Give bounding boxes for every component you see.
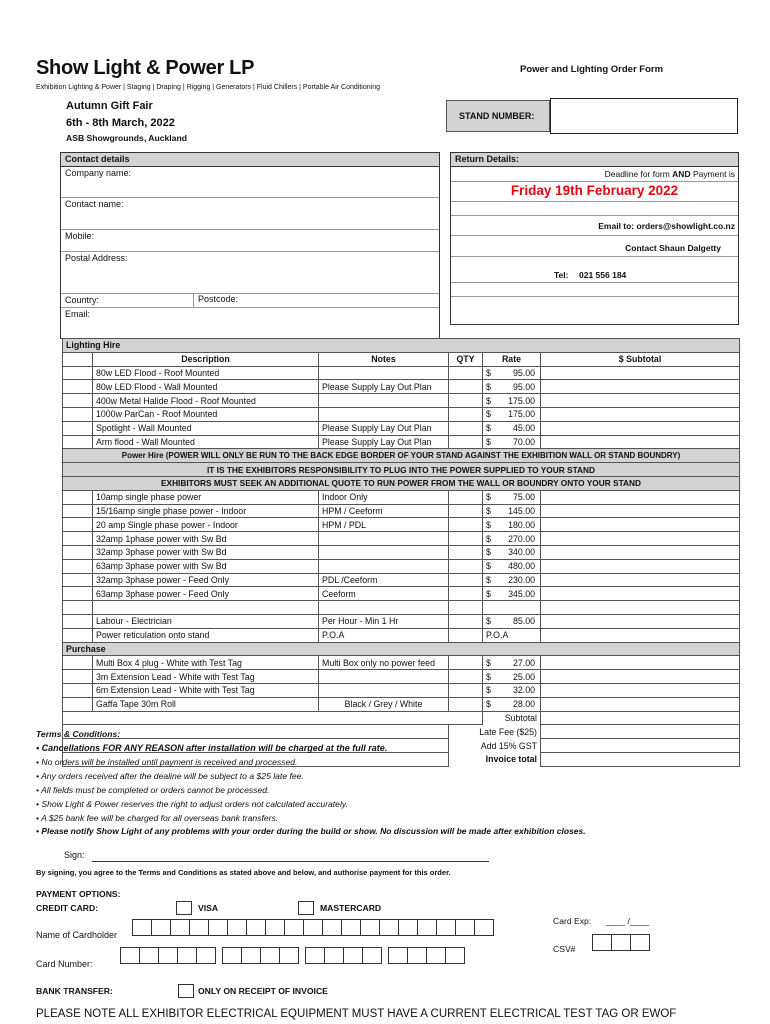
subtotal-input[interactable] [541, 559, 740, 573]
table-row [63, 435, 740, 449]
visa-checkbox[interactable] [176, 901, 192, 915]
item-description: 15/16amp single phase power - Indoor [93, 504, 319, 518]
table-row [63, 380, 740, 394]
signature-line[interactable] [92, 861, 489, 862]
item-notes: HPM / PDL [319, 518, 449, 532]
subtotal-input[interactable] [541, 394, 740, 408]
bank-transfer-note: ONLY ON RECEIPT OF INVOICE [198, 986, 328, 996]
subtotal-input[interactable] [541, 380, 740, 394]
item-rate: $ 270.00 [483, 532, 541, 546]
purchase-header: Purchase [63, 642, 740, 656]
mobile-field[interactable] [61, 230, 439, 252]
contact-details-header: Contact details [61, 153, 439, 167]
subtotal-input[interactable] [541, 504, 740, 518]
email-label: Email: [65, 309, 91, 319]
item-rate: P.O.A [483, 628, 541, 642]
item-description: 10amp single phase power [93, 490, 319, 504]
qty-input[interactable] [449, 394, 483, 408]
subtotal-input[interactable] [541, 490, 740, 504]
mastercard-checkbox[interactable] [298, 901, 314, 915]
table-row [63, 532, 740, 546]
item-description: Gaffa Tape 30m Roll [93, 697, 319, 711]
item-notes: Multi Box only no power feed [319, 656, 449, 670]
item-notes: Please Supply Lay Out Plan [319, 435, 449, 449]
return-details-box: Return Details: Deadline for form AND Payment is Friday 19th February 2022 Email to: orders@showlight.co.nz Contact Shaun Dalgetty Tel: 021 556 184 [450, 152, 739, 325]
col-description: Description [93, 352, 319, 366]
invoice-total-input[interactable] [541, 752, 740, 766]
item-rate: $ 175.00 [483, 407, 541, 421]
item-notes [319, 532, 449, 546]
qty-input[interactable] [449, 628, 483, 642]
item-description: Arm flood - Wall Mounted [93, 435, 319, 449]
late-fee-input[interactable] [541, 725, 740, 739]
contact-details-box [60, 152, 440, 339]
subtotal-total-input[interactable] [541, 711, 740, 725]
item-notes [319, 545, 449, 559]
col-qty: QTY [449, 352, 483, 366]
table-row [63, 394, 740, 408]
item-description: 400w Metal Halide Flood - Roof Mounted [93, 394, 319, 408]
late-fee-label: Late Fee ($25) [479, 726, 537, 737]
qty-input[interactable] [449, 683, 483, 697]
subtotal-input[interactable] [541, 366, 740, 380]
qty-input[interactable] [449, 504, 483, 518]
table-row [63, 656, 740, 670]
form-title: Power and Lighting Order Form [520, 64, 664, 75]
postal-address-label: Postal Address: [65, 253, 128, 263]
table-row [63, 573, 740, 587]
company-name-field[interactable] [61, 167, 439, 198]
table-row [63, 670, 740, 684]
stand-number-label: STAND NUMBER: [446, 100, 550, 132]
gst-input[interactable] [541, 739, 740, 753]
contact-person: Contact Shaun Dalgetty [625, 243, 721, 253]
subtotal-input[interactable] [541, 573, 740, 587]
qty-input[interactable] [449, 421, 483, 435]
item-notes [319, 366, 449, 380]
item-rate: $ 85.00 [483, 614, 541, 628]
gst-label: Add 15% GST [480, 740, 537, 751]
qty-input[interactable] [449, 380, 483, 394]
cardholder-label: Name of Cardholder [36, 930, 118, 940]
card-number-input[interactable] [120, 947, 464, 964]
item-description: 80w LED Flood - Wall Mounted [93, 380, 319, 394]
subtotal-input[interactable] [541, 670, 740, 684]
item-description: 32amp 3phase power with Sw Bd [93, 545, 319, 559]
invoice-total-label: Invoice total [485, 754, 537, 765]
item-description: 63amp 3phase power with Sw Bd [93, 559, 319, 573]
item-rate: $ 230.00 [483, 573, 541, 587]
col-subtotal: $ Subtotal [541, 352, 740, 366]
card-exp-label: Card Exp: [553, 916, 592, 926]
item-description: 32amp 1phase power with Sw Bd [93, 532, 319, 546]
power-notice-1: Power Hire (POWER WILL ONLY BE RUN TO THE BACK EDGE BORDER OF YOUR STAND AGAINST THE EXHIBITION WALL OR STAND BOUNDRY) [63, 449, 740, 463]
subtotal-input[interactable] [541, 587, 740, 601]
item-notes: Indoor Only [319, 490, 449, 504]
qty-input[interactable] [449, 614, 483, 628]
qty-input[interactable] [449, 545, 483, 559]
table-row [63, 490, 740, 504]
item-notes: Ceeform [319, 587, 449, 601]
item-notes: PDL /Ceeform [319, 573, 449, 587]
item-description: 63amp 3phase power - Feed Only [93, 587, 319, 601]
item-notes [319, 407, 449, 421]
item-notes: Please Supply Lay Out Plan [319, 421, 449, 435]
cardholder-input[interactable] [132, 919, 493, 936]
subtotal-input[interactable] [541, 435, 740, 449]
item-description: 32amp 3phase power - Feed Only [93, 573, 319, 587]
mobile-label: Mobile: [65, 231, 95, 241]
qty-input[interactable] [449, 559, 483, 573]
item-rate: $ 27.00 [483, 656, 541, 670]
credit-card-label: CREDIT CARD: [36, 903, 99, 913]
terms-item: • Show Light & Power reserves the right to adjust orders not calculated accurately. [36, 799, 348, 809]
item-notes: P.O.A [319, 628, 449, 642]
item-rate: $ 28.00 [483, 697, 541, 711]
visa-label: VISA [198, 903, 219, 913]
company-name: Show Light & Power LP [36, 57, 255, 79]
subtotal-input[interactable] [541, 614, 740, 628]
postcode-label[interactable]: Postcode: [193, 293, 238, 308]
subtotal-input[interactable] [541, 656, 740, 670]
email-field[interactable] [61, 308, 439, 322]
event-name: Autumn Gift Fair [66, 100, 153, 112]
agreement-text: By signing, you agree to the Terms and Conditions as stated above and below, and authorise payment for this order. [36, 868, 451, 877]
payment-options-label: PAYMENT OPTIONS: [36, 889, 121, 899]
subtotal-input[interactable] [541, 421, 740, 435]
email-to: Email to: orders@showlight.co.nz [598, 221, 735, 231]
order-table [62, 338, 740, 767]
item-rate: $ 32.00 [483, 683, 541, 697]
item-rate: $ 95.00 [483, 380, 541, 394]
col-notes: Notes [319, 352, 449, 366]
item-description: 1000w ParCan - Roof Mounted [93, 407, 319, 421]
item-rate: $ 45.00 [483, 421, 541, 435]
item-description: 6m Extension Lead - White with Test Tag [93, 683, 319, 697]
qty-input[interactable] [449, 435, 483, 449]
terms-item: • A $25 bank fee will be charged for all overseas bank transfers. [36, 813, 279, 823]
item-notes [319, 559, 449, 573]
contact-name-label: Contact name: [65, 199, 124, 209]
company-tagline: Exhibition Lighting & Power | Staging | Draping | Rigging | Generators | Fluid Chillers | Portable Air Conditioning [36, 84, 380, 91]
item-description: 20 amp Single phase power - Indoor [93, 518, 319, 532]
footer-note: PLEASE NOTE ALL EXHIBITOR ELECTRICAL EQUIPMENT MUST HAVE A CURRENT ELECTRICAL TEST TAG OR EWOF [36, 1008, 677, 1020]
csv-input[interactable] [592, 934, 649, 951]
table-row [63, 683, 740, 697]
table-row [63, 504, 740, 518]
qty-input[interactable] [449, 670, 483, 684]
subtotal-input[interactable] [541, 683, 740, 697]
qty-input[interactable] [449, 490, 483, 504]
item-description: Power reticulation onto stand [93, 628, 319, 642]
item-notes: Per Hour - Min 1 Hr [319, 614, 449, 628]
postal-address-field[interactable] [61, 252, 439, 294]
return-details-header: Return Details: [451, 153, 738, 167]
item-notes [319, 394, 449, 408]
qty-input[interactable] [449, 532, 483, 546]
qty-input[interactable] [449, 518, 483, 532]
qty-input[interactable] [449, 587, 483, 601]
table-row [63, 545, 740, 559]
qty-input[interactable] [449, 407, 483, 421]
terms-item: • Any orders received after the dealine will be subject to a $25 late fee. [36, 771, 304, 781]
contact-name-field[interactable] [61, 198, 439, 230]
item-rate: $ 340.00 [483, 545, 541, 559]
subtotal-input[interactable] [541, 407, 740, 421]
table-row [63, 366, 740, 380]
event-dates: 6th - 8th March, 2022 [66, 117, 175, 129]
sign-label: Sign: [64, 850, 85, 860]
card-number-label: Card Number: [36, 959, 93, 969]
item-description: Spotlight - Wall Mounted [93, 421, 319, 435]
event-venue: ASB Showgrounds, Auckland [66, 133, 187, 143]
stand-number-input[interactable] [550, 98, 738, 134]
item-description: Multi Box 4 plug - White with Test Tag [93, 656, 319, 670]
terms-heading: Terms & Conditions: [36, 729, 121, 739]
item-notes [319, 670, 449, 684]
terms-item: • Please notify Show Light of any problems with your order during the build or show. No discussion will be made after exhibition closes. [36, 826, 586, 836]
qty-input[interactable] [449, 697, 483, 711]
subtotal-input[interactable] [541, 697, 740, 711]
power-notice-2: IT IS THE EXHIBITORS RESPONSIBILITY TO PLUG INTO THE POWER SUPPLIED TO YOUR STAND [63, 463, 740, 477]
table-row [63, 518, 740, 532]
item-rate: $ 25.00 [483, 670, 541, 684]
bank-transfer-checkbox[interactable] [178, 984, 194, 998]
bank-transfer-label: BANK TRANSFER: [36, 986, 113, 996]
mastercard-label: MASTERCARD [320, 903, 382, 913]
terms-item: • Cancellations FOR ANY REASON after installation will be charged at the full rate. [36, 743, 388, 753]
item-rate: $ 175.00 [483, 394, 541, 408]
item-notes: Please Supply Lay Out Plan [319, 380, 449, 394]
subtotal-input[interactable] [541, 545, 740, 559]
item-description: Labour - Electrician [93, 614, 319, 628]
terms-item: • No orders will be installed until payment is received and processed. [36, 757, 298, 767]
item-rate: $ 480.00 [483, 559, 541, 573]
item-notes: Black / Grey / White [319, 697, 449, 711]
qty-input[interactable] [449, 656, 483, 670]
item-rate: $ 95.00 [483, 366, 541, 380]
lighting-hire-header: Lighting Hire [63, 339, 740, 353]
power-notice-3: EXHIBITORS MUST SEEK AN ADDITIONAL QUOTE TO RUN POWER FROM THE WALL OR BOUNDRY ONTO YOUR STAND [63, 476, 740, 490]
table-row [63, 628, 740, 642]
item-notes [319, 683, 449, 697]
terms-item: • All fields must be completed or orders cannot be processed. [36, 785, 270, 795]
table-row [63, 697, 740, 711]
subtotal-input[interactable] [541, 518, 740, 532]
csv-label: CSV# [553, 944, 576, 954]
item-rate: $ 145.00 [483, 504, 541, 518]
table-row [63, 587, 740, 601]
item-rate: $ 345.00 [483, 587, 541, 601]
table-row [63, 559, 740, 573]
qty-input[interactable] [449, 366, 483, 380]
subtotal-label: Subtotal [504, 713, 537, 724]
country-label[interactable]: Country: [65, 295, 100, 305]
table-row [63, 614, 740, 628]
company-name-label: Company name: [65, 168, 132, 178]
item-rate: $ 70.00 [483, 435, 541, 449]
card-exp-input[interactable]: ____ /____ [606, 916, 650, 926]
item-rate: $ 180.00 [483, 518, 541, 532]
item-description: 80w LED Flood - Roof Mounted [93, 366, 319, 380]
deadline-date: Friday 19th February 2022 [510, 183, 679, 198]
table-row [63, 421, 740, 435]
deadline-text: Deadline for form AND Payment is [604, 169, 735, 179]
item-notes: HPM / Ceeform [319, 504, 449, 518]
subtotal-input[interactable] [541, 628, 740, 642]
item-description: 3m Extension Lead - White with Test Tag [93, 670, 319, 684]
col-rate: Rate [483, 352, 541, 366]
country-postcode-row [61, 294, 439, 308]
subtotal-input[interactable] [541, 532, 740, 546]
item-rate: $ 75.00 [483, 490, 541, 504]
qty-input[interactable] [449, 573, 483, 587]
table-row [63, 407, 740, 421]
